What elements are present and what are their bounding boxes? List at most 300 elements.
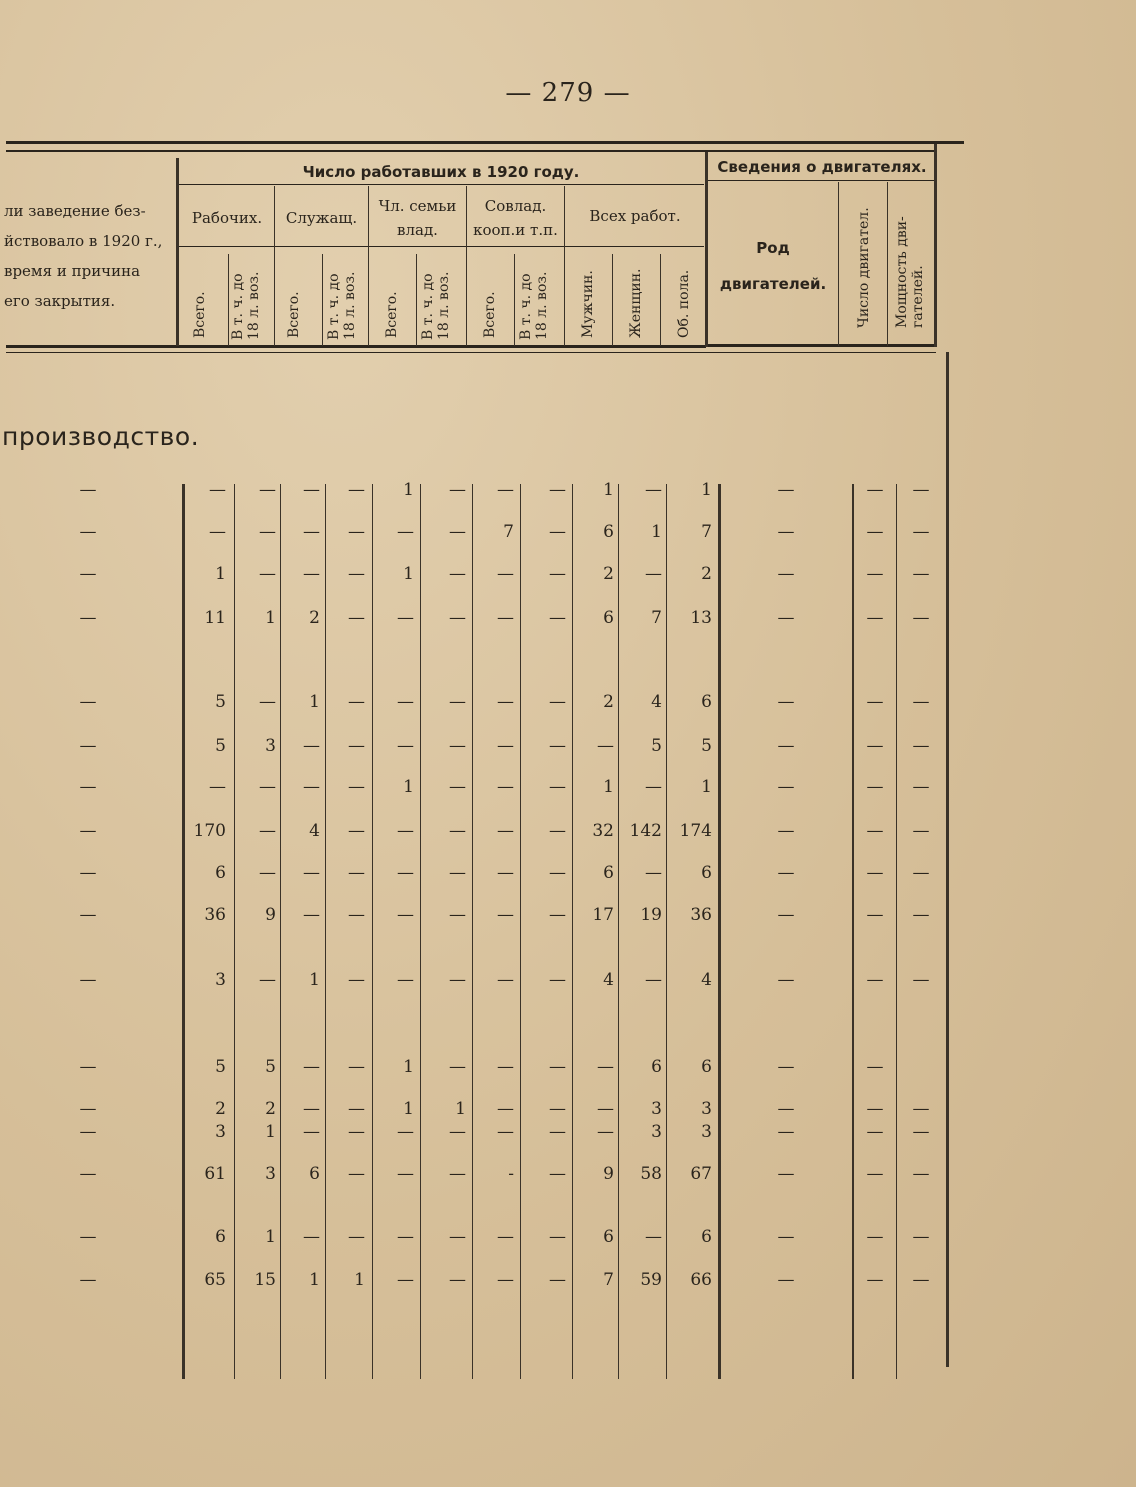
cell-workers-total: —: [209, 480, 226, 500]
left-description-line: ли заведение без-: [4, 202, 146, 220]
cell-engine-power: —: [912, 1270, 930, 1290]
subgroup-family: [369, 194, 466, 242]
cell-women: 3: [651, 1122, 662, 1142]
cell-engine-count: —: [866, 1057, 884, 1077]
cell-engine-type: —: [777, 905, 795, 925]
table-row: [0, 1268, 940, 1292]
cell-engine-count: —: [866, 564, 884, 584]
row-status: —: [79, 480, 97, 500]
row-status: —: [79, 905, 97, 925]
subgroup-coowners-line: Совлад.: [484, 197, 547, 215]
table-row: [0, 690, 940, 714]
cell-coowners-minors: —: [549, 522, 566, 542]
cell-employees-total: —: [303, 905, 320, 925]
group-title: Число работавших в 1920 году.: [302, 163, 580, 181]
section-title: производство.: [2, 422, 200, 451]
cell-women: —: [645, 1227, 662, 1247]
cell-family-minors: —: [449, 1057, 466, 1077]
cell-both-sexes: 5: [701, 736, 712, 756]
table-row: [0, 861, 940, 885]
cell-employees-minors: —: [348, 1099, 365, 1119]
col-men: Мужчин.: [580, 270, 596, 338]
cell-employees-total: —: [303, 1057, 320, 1077]
cell-coowners-minors: —: [549, 1122, 566, 1142]
cell-men: 6: [603, 608, 614, 628]
cell-employees-minors: —: [348, 777, 365, 797]
cell-family-total: —: [397, 905, 414, 925]
cell-employees-total: 4: [309, 821, 320, 841]
col-engine-count: Число двигател.: [856, 207, 872, 328]
cell-coowners-total: —: [497, 1270, 514, 1290]
cell-coowners-total: —: [497, 1099, 514, 1119]
row-status: —: [79, 777, 97, 797]
subgroup-all-workers: Всех работ.: [589, 207, 681, 225]
table-row: [0, 1225, 940, 1249]
col-minors-line: 18 л. воз.: [534, 271, 550, 340]
cell-coowners-total: —: [497, 564, 514, 584]
cell-employees-minors: 1: [354, 1270, 365, 1290]
cell-coowners-minors: —: [549, 692, 566, 712]
col-minors-line: В т. ч. до: [230, 273, 246, 340]
header-bottom-rule-2: [6, 352, 936, 353]
subgroup-family-line: Чл. семьи: [378, 197, 457, 215]
cell-workers-total: 5: [215, 692, 226, 712]
cell-engine-type: —: [777, 1122, 795, 1142]
col-divider: [322, 254, 323, 346]
cell-men: —: [597, 736, 614, 756]
col-divider: [887, 182, 888, 346]
cell-employees-total: 1: [309, 692, 320, 712]
cell-engine-power: —: [912, 692, 930, 712]
cell-employees-minors: —: [348, 1227, 365, 1247]
cell-men: 6: [603, 863, 614, 883]
cell-engine-count: —: [866, 1270, 884, 1290]
cell-family-minors: —: [449, 863, 466, 883]
cell-men: 17: [592, 905, 614, 925]
cell-women: 58: [640, 1164, 662, 1184]
cell-engine-type: —: [777, 736, 795, 756]
cell-employees-total: —: [303, 736, 320, 756]
cell-family-minors: —: [449, 522, 466, 542]
cell-both-sexes: 6: [701, 863, 712, 883]
cell-both-sexes: 1: [701, 480, 712, 500]
cell-workers-total: 6: [215, 1227, 226, 1247]
col-minors-line: 18 л. воз.: [246, 271, 262, 340]
cell-family-total: 1: [403, 1099, 414, 1119]
cell-engine-power: —: [912, 1099, 930, 1119]
table-row: [0, 775, 940, 799]
cell-coowners-minors: —: [549, 480, 566, 500]
engines-underline: [708, 180, 936, 181]
cell-workers-total: 3: [215, 1122, 226, 1142]
cell-employees-minors: —: [348, 522, 365, 542]
cell-engine-power: —: [912, 905, 930, 925]
left-description-line: его закрытия.: [4, 292, 116, 310]
table-row: [0, 606, 940, 630]
cell-workers-minors: 1: [265, 1227, 276, 1247]
cell-family-total: —: [397, 1227, 414, 1247]
cell-women: —: [645, 863, 662, 883]
cell-family-minors: —: [449, 736, 466, 756]
cell-employees-total: —: [303, 1099, 320, 1119]
col-coowners-minors: [518, 256, 550, 340]
cell-engine-count: —: [866, 608, 884, 628]
col-workers-minors: [230, 256, 262, 340]
cell-employees-total: —: [303, 863, 320, 883]
cell-coowners-total: —: [497, 692, 514, 712]
table-row: [0, 903, 940, 927]
cell-workers-total: —: [209, 777, 226, 797]
cell-both-sexes: 2: [701, 564, 712, 584]
cell-coowners-total: —: [497, 1057, 514, 1077]
cell-engine-power: —: [912, 821, 930, 841]
subgroup-coowners-line: кооп.и т.п.: [473, 221, 558, 239]
row-status: —: [79, 1122, 97, 1142]
cell-family-total: 1: [403, 480, 414, 500]
cell-both-sexes: 66: [690, 1270, 712, 1290]
cell-coowners-total: —: [497, 970, 514, 990]
cell-women: 4: [651, 692, 662, 712]
cell-both-sexes: 6: [701, 692, 712, 712]
cell-employees-total: 1: [309, 1270, 320, 1290]
cell-workers-total: 5: [215, 736, 226, 756]
cell-family-total: —: [397, 1122, 414, 1142]
table-row: [0, 562, 940, 586]
cell-workers-minors: —: [259, 522, 276, 542]
cell-engine-type: —: [777, 692, 795, 712]
cell-women: 19: [640, 905, 662, 925]
cell-employees-total: —: [303, 522, 320, 542]
cell-engine-power: —: [912, 736, 930, 756]
cell-both-sexes: 3: [701, 1099, 712, 1119]
cell-workers-total: 3: [215, 970, 226, 990]
cell-family-total: —: [397, 863, 414, 883]
cell-employees-total: —: [303, 564, 320, 584]
cell-engine-type: —: [777, 1164, 795, 1184]
cell-engine-type: —: [777, 1057, 795, 1077]
cell-workers-total: 2: [215, 1099, 226, 1119]
col-women: Женщин.: [628, 268, 644, 338]
cell-coowners-minors: —: [549, 564, 566, 584]
left-description: [4, 196, 176, 316]
cell-men: 7: [603, 1270, 614, 1290]
cell-both-sexes: 6: [701, 1227, 712, 1247]
cell-engine-type: —: [777, 821, 795, 841]
table-row: [0, 734, 940, 758]
cell-women: 5: [651, 736, 662, 756]
cell-engine-count: —: [866, 736, 884, 756]
cell-women: 1: [651, 522, 662, 542]
cell-women: —: [645, 480, 662, 500]
cell-engine-count: —: [866, 777, 884, 797]
cell-workers-total: 11: [204, 608, 226, 628]
cell-engine-count: —: [866, 1099, 884, 1119]
cell-family-total: —: [397, 970, 414, 990]
cell-coowners-total: 7: [503, 522, 514, 542]
cell-coowners-minors: —: [549, 905, 566, 925]
col-engine-power: [894, 186, 926, 328]
row-status: —: [79, 692, 97, 712]
cell-employees-total: 6: [309, 1164, 320, 1184]
cell-engine-type: —: [777, 608, 795, 628]
cell-engine-count: —: [866, 1122, 884, 1142]
cell-workers-total: —: [209, 522, 226, 542]
cell-women: 142: [629, 821, 662, 841]
left-description-line: время и причина: [4, 262, 141, 280]
col-minors-line: 18 л. воз.: [436, 271, 452, 340]
left-description-line: йствовало в 1920 г.,: [4, 232, 163, 250]
cell-women: 59: [640, 1270, 662, 1290]
table-row: [0, 1055, 940, 1079]
col-both-sexes: Об. пола.: [676, 269, 692, 338]
col-minors-line: В т. ч. до: [420, 273, 436, 340]
cell-workers-minors: 3: [265, 736, 276, 756]
cell-men: 1: [603, 480, 614, 500]
cell-engine-power: —: [912, 1122, 930, 1142]
cell-workers-total: 5: [215, 1057, 226, 1077]
col-employees-total: Всего.: [286, 291, 302, 338]
subgroup-underline: [178, 246, 704, 247]
row-status: —: [79, 821, 97, 841]
cell-both-sexes: 13: [690, 608, 712, 628]
cell-engine-type: —: [777, 1099, 795, 1119]
cell-engine-type: —: [777, 564, 795, 584]
cell-men: 6: [603, 522, 614, 542]
table-row: [0, 819, 940, 843]
row-status: —: [79, 564, 97, 584]
cell-both-sexes: 67: [690, 1164, 712, 1184]
subgroup-employees: Служащ.: [285, 209, 358, 227]
cell-employees-minors: —: [348, 863, 365, 883]
cell-engine-type: —: [777, 1227, 795, 1247]
cell-employees-total: —: [303, 777, 320, 797]
cell-coowners-minors: —: [549, 1164, 566, 1184]
cell-engine-count: —: [866, 905, 884, 925]
cell-engine-count: —: [866, 1227, 884, 1247]
cell-coowners-minors: —: [549, 970, 566, 990]
cell-employees-minors: —: [348, 970, 365, 990]
cell-engine-power: —: [912, 522, 930, 542]
cell-men: 1: [603, 777, 614, 797]
col-engine-power-line: гателей.: [910, 265, 926, 328]
cell-employees-minors: —: [348, 608, 365, 628]
cell-family-minors: —: [449, 905, 466, 925]
cell-engine-power: —: [912, 777, 930, 797]
cell-coowners-total: —: [497, 1122, 514, 1142]
cell-both-sexes: 7: [701, 522, 712, 542]
cell-family-minors: —: [449, 970, 466, 990]
cell-workers-total: 36: [204, 905, 226, 925]
cell-both-sexes: 3: [701, 1122, 712, 1142]
cell-family-minors: 1: [455, 1099, 466, 1119]
cell-coowners-minors: —: [549, 1270, 566, 1290]
cell-women: 7: [651, 608, 662, 628]
cell-engine-power: —: [912, 1227, 930, 1247]
cell-engine-type: —: [777, 522, 795, 542]
subgroup-workers: Рабочих.: [191, 209, 263, 227]
cell-men: —: [597, 1099, 614, 1119]
cell-workers-minors: 9: [265, 905, 276, 925]
cell-employees-minors: —: [348, 736, 365, 756]
cell-engine-type: —: [777, 1270, 795, 1290]
cell-employees-minors: —: [348, 1122, 365, 1142]
cell-employees-total: —: [303, 1227, 320, 1247]
cell-coowners-total: —: [497, 608, 514, 628]
cell-employees-minors: —: [348, 821, 365, 841]
row-status: —: [79, 736, 97, 756]
cell-engine-count: —: [866, 821, 884, 841]
cell-coowners-total: —: [497, 480, 514, 500]
cell-workers-total: 1: [215, 564, 226, 584]
group-underline: [178, 184, 704, 185]
cell-family-total: —: [397, 1164, 414, 1184]
cell-both-sexes: 174: [679, 821, 712, 841]
row-status: —: [79, 522, 97, 542]
col-coowners-total: Всего.: [482, 291, 498, 338]
cell-engine-type: —: [777, 970, 795, 990]
table-row: [0, 478, 940, 502]
row-status: —: [79, 1270, 97, 1290]
cell-both-sexes: 36: [690, 905, 712, 925]
col-workers-total: Всего.: [192, 291, 208, 338]
cell-men: —: [597, 1057, 614, 1077]
col-engine-type: [708, 230, 838, 302]
cell-employees-total: —: [303, 1122, 320, 1142]
cell-employees-minors: —: [348, 1164, 365, 1184]
cell-family-minors: —: [449, 1122, 466, 1142]
row-status: —: [79, 608, 97, 628]
col-divider: [228, 254, 229, 346]
header-bottom-rule: [6, 345, 706, 348]
cell-coowners-total: —: [497, 736, 514, 756]
cell-family-total: —: [397, 1270, 414, 1290]
cell-workers-minors: 2: [265, 1099, 276, 1119]
cell-coowners-total: —: [497, 821, 514, 841]
cell-engine-count: —: [866, 1164, 884, 1184]
cell-engine-power: —: [912, 863, 930, 883]
cell-employees-minors: —: [348, 480, 365, 500]
cell-engine-power: —: [912, 608, 930, 628]
cell-workers-total: 61: [204, 1164, 226, 1184]
cell-family-minors: —: [449, 608, 466, 628]
cell-family-total: —: [397, 821, 414, 841]
engines-title: Сведения о двигателях.: [717, 158, 927, 176]
header-bottom-rule-right: [708, 344, 936, 347]
row-status: —: [79, 1164, 97, 1184]
cell-family-total: 1: [403, 777, 414, 797]
col-divider-left: [176, 158, 179, 346]
cell-coowners-total: —: [497, 777, 514, 797]
cell-coowners-total: —: [497, 1227, 514, 1247]
table-row: [0, 1097, 940, 1121]
cell-coowners-total: -: [508, 1164, 514, 1184]
right-border-body: [946, 352, 949, 1367]
col-engine-type-line: Род: [756, 239, 790, 257]
cell-family-total: —: [397, 692, 414, 712]
table-row: [0, 968, 940, 992]
col-minors-line: В т. ч. до: [326, 273, 342, 340]
col-engine-power-line: Мощность дви-: [894, 216, 910, 328]
cell-men: 2: [603, 564, 614, 584]
col-divider: [612, 254, 613, 346]
cell-employees-minors: —: [348, 564, 365, 584]
cell-coowners-minors: —: [549, 736, 566, 756]
cell-men: 2: [603, 692, 614, 712]
cell-employees-total: 2: [309, 608, 320, 628]
cell-men: 9: [603, 1164, 614, 1184]
row-status: —: [79, 1099, 97, 1119]
col-divider: [660, 254, 661, 346]
cell-both-sexes: 4: [701, 970, 712, 990]
cell-engine-type: —: [777, 777, 795, 797]
cell-family-total: 1: [403, 564, 414, 584]
cell-workers-minors: —: [259, 970, 276, 990]
cell-coowners-minors: —: [549, 1099, 566, 1119]
cell-workers-minors: 1: [265, 1122, 276, 1142]
cell-workers-minors: —: [259, 777, 276, 797]
cell-workers-minors: —: [259, 821, 276, 841]
subgroup-coowners: [467, 194, 564, 242]
cell-men: —: [597, 1122, 614, 1142]
col-divider: [416, 254, 417, 346]
cell-workers-minors: —: [259, 863, 276, 883]
row-status: —: [79, 863, 97, 883]
top-rule: [6, 141, 964, 144]
table-row: [0, 1120, 940, 1144]
cell-employees-minors: —: [348, 905, 365, 925]
cell-men: 32: [592, 821, 614, 841]
row-status: —: [79, 1227, 97, 1247]
cell-workers-minors: —: [259, 480, 276, 500]
cell-coowners-minors: —: [549, 1227, 566, 1247]
col-family-total: Всего.: [384, 291, 400, 338]
cell-coowners-minors: —: [549, 608, 566, 628]
cell-family-minors: —: [449, 821, 466, 841]
cell-family-minors: —: [449, 692, 466, 712]
cell-family-total: 1: [403, 1057, 414, 1077]
table-row: [0, 520, 940, 544]
cell-engine-power: —: [912, 1164, 930, 1184]
cell-employees-minors: —: [348, 1057, 365, 1077]
cell-coowners-minors: —: [549, 863, 566, 883]
cell-women: —: [645, 564, 662, 584]
cell-family-minors: —: [449, 480, 466, 500]
cell-family-total: —: [397, 522, 414, 542]
cell-coowners-minors: —: [549, 777, 566, 797]
col-divider: [514, 254, 515, 346]
col-engine-type-line: двигателей.: [719, 275, 827, 293]
table-row: [0, 1162, 940, 1186]
cell-employees-minors: —: [348, 692, 365, 712]
cell-employees-total: 1: [309, 970, 320, 990]
cell-women: —: [645, 777, 662, 797]
cell-engine-power: —: [912, 480, 930, 500]
cell-engine-type: —: [777, 480, 795, 500]
cell-workers-total: 170: [193, 821, 226, 841]
row-status: —: [79, 1057, 97, 1077]
cell-workers-minors: —: [259, 564, 276, 584]
cell-family-minors: —: [449, 1227, 466, 1247]
cell-both-sexes: 6: [701, 1057, 712, 1077]
col-divider: [838, 182, 839, 346]
row-status: —: [79, 970, 97, 990]
top-rule-2: [6, 150, 936, 152]
cell-workers-minors: 5: [265, 1057, 276, 1077]
cell-engine-power: —: [912, 564, 930, 584]
cell-workers-minors: —: [259, 692, 276, 712]
cell-coowners-total: —: [497, 863, 514, 883]
cell-family-total: —: [397, 608, 414, 628]
